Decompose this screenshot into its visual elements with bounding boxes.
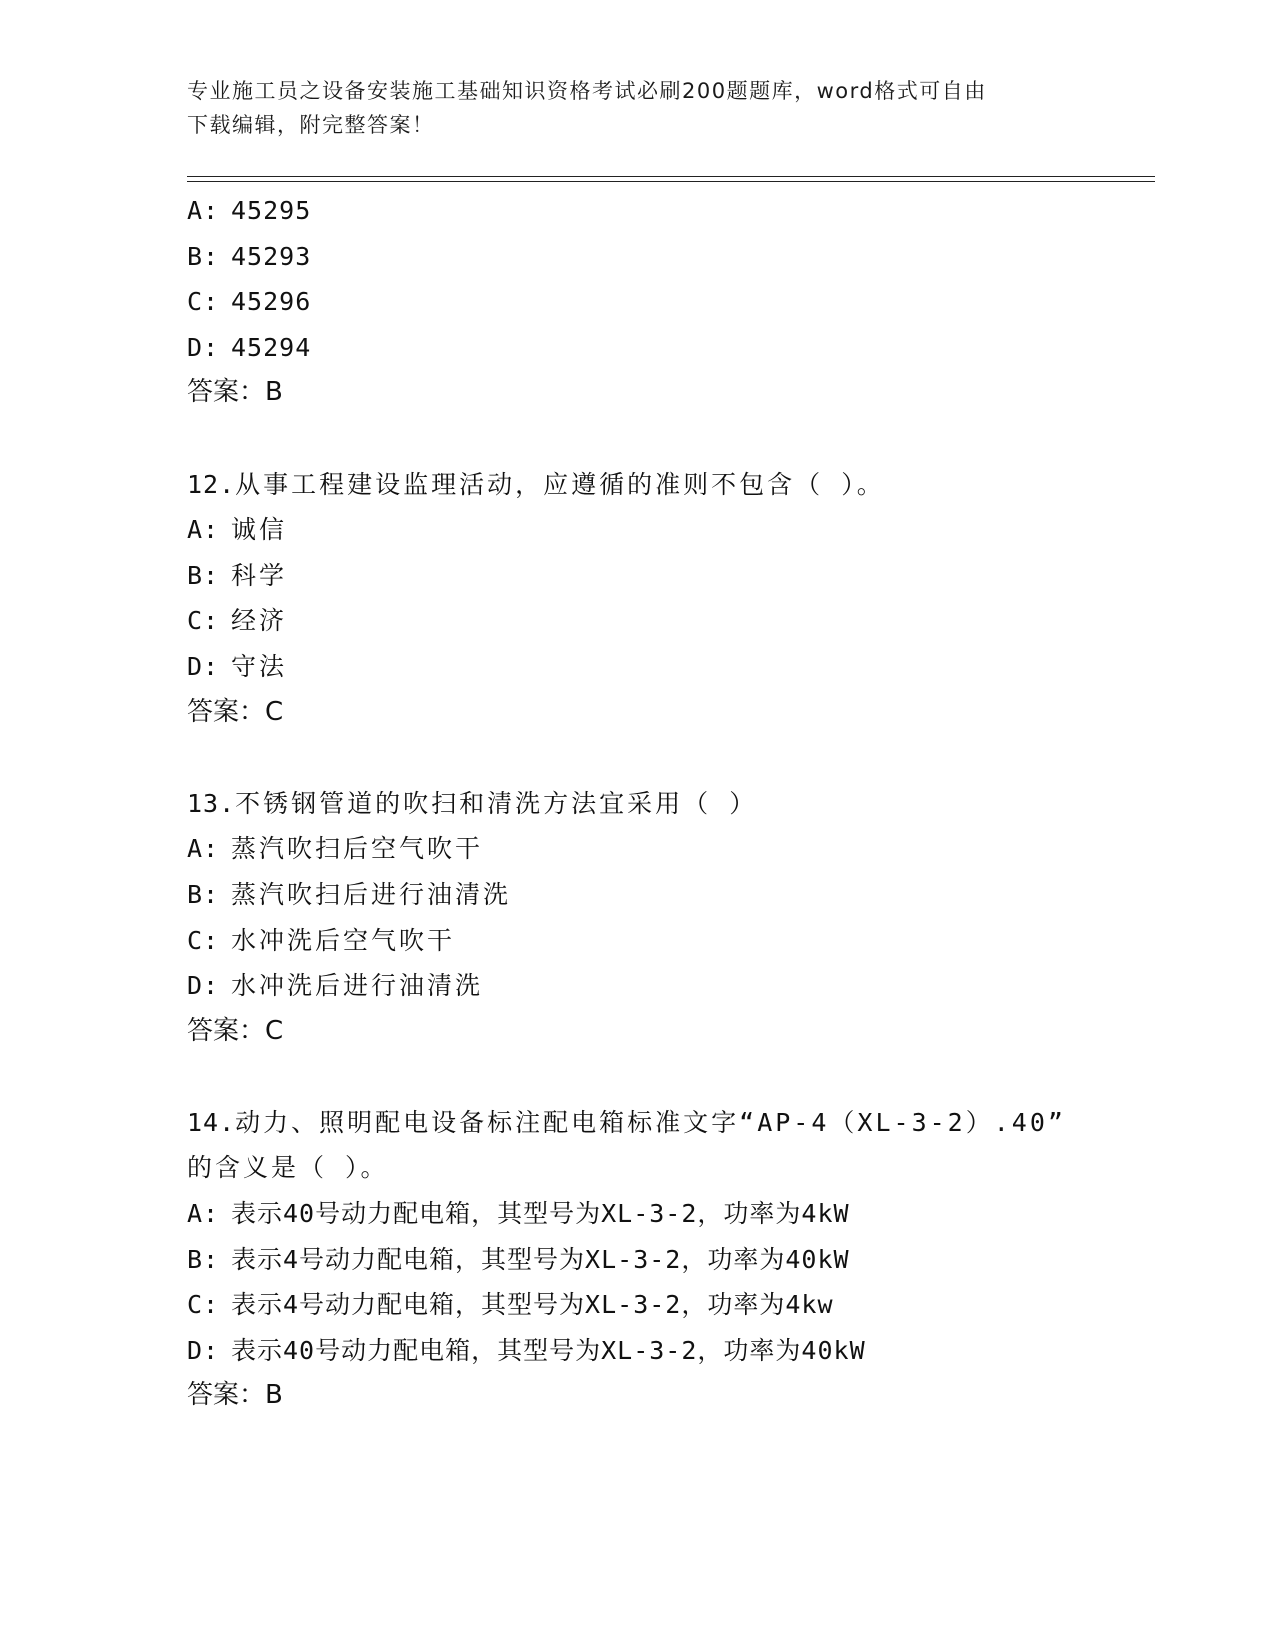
option-b xyxy=(187,234,1167,280)
option-c xyxy=(187,598,1167,644)
option-text: 45296 xyxy=(231,287,312,317)
option-label: B: xyxy=(187,241,220,271)
option-label: A: xyxy=(187,1199,220,1229)
option-label: D: xyxy=(187,332,220,362)
option-label: C: xyxy=(187,1290,220,1320)
option-text: 科学 xyxy=(231,560,288,590)
question-11 xyxy=(187,188,1167,416)
option-text: 表示4号动力配电箱，其型号为XL-3-2，功率为4kw xyxy=(231,1290,834,1320)
header-line-1: 专业施工员之设备安装施工基础知识资格考试必刷200题题库，word格式可自由 xyxy=(187,79,987,103)
option-c xyxy=(187,918,1167,964)
option-label: B: xyxy=(187,1244,220,1274)
question-stem xyxy=(187,1100,1167,1146)
option-label: D: xyxy=(187,651,220,681)
question-14 xyxy=(187,1100,1167,1419)
answer-prefix: 答案： xyxy=(187,1380,266,1411)
option-text: 表示40号动力配电箱，其型号为XL-3-2，功率为40kW xyxy=(231,1335,866,1365)
option-text: 表示40号动力配电箱，其型号为XL-3-2，功率为4kW xyxy=(231,1199,850,1229)
option-label: B: xyxy=(187,560,220,590)
spacer xyxy=(187,1054,1167,1100)
answer-prefix: 答案： xyxy=(187,696,266,727)
option-d xyxy=(187,1328,1167,1374)
answer-prefix: 答案： xyxy=(187,377,266,408)
question-13 xyxy=(187,781,1167,1055)
option-text: 守法 xyxy=(231,651,288,681)
option-label: C: xyxy=(187,287,220,317)
option-text: 蒸汽吹扫后进行油清洗 xyxy=(231,879,512,909)
question-stem xyxy=(187,781,1167,827)
question-number: 14. xyxy=(187,1107,236,1137)
question-text: 动力、照明配电设备标注配电箱标准文字“AP-4（XL-3-2）.40” xyxy=(235,1107,1066,1137)
question-number: 13. xyxy=(187,788,236,818)
option-a xyxy=(187,507,1167,553)
option-d xyxy=(187,644,1167,690)
option-text: 水冲洗后进行油清洗 xyxy=(231,971,484,1001)
question-list xyxy=(187,188,1167,1419)
option-label: B: xyxy=(187,879,220,909)
answer-prefix: 答案： xyxy=(187,1015,266,1046)
spacer xyxy=(187,416,1167,462)
question-text: 不锈钢管道的吹扫和清洗方法宜采用（ ） xyxy=(235,788,758,818)
option-text: 45295 xyxy=(231,196,312,225)
answer-value: B xyxy=(265,377,283,408)
answer-line xyxy=(187,1009,1167,1055)
header-divider-bottom xyxy=(187,181,1155,182)
option-b xyxy=(187,553,1167,599)
option-c xyxy=(187,1282,1167,1328)
option-label: C: xyxy=(187,925,220,955)
option-text: 经济 xyxy=(231,606,288,636)
option-label: D: xyxy=(187,1335,220,1365)
question-text: 的含义是（ ）。 xyxy=(187,1153,389,1183)
option-b xyxy=(187,872,1167,918)
answer-line xyxy=(187,370,1167,416)
option-d xyxy=(187,963,1167,1009)
answer-value: B xyxy=(265,1380,283,1411)
option-text: 蒸汽吹扫后空气吹干 xyxy=(231,834,484,864)
option-label: C: xyxy=(187,606,220,636)
option-label: A: xyxy=(187,834,220,864)
option-d xyxy=(187,325,1167,371)
option-b xyxy=(187,1237,1167,1283)
option-text: 诚信 xyxy=(231,515,288,545)
question-stem-continued xyxy=(187,1145,1167,1191)
question-stem xyxy=(187,462,1167,508)
header-line-2: 下载编辑，附完整答案！ xyxy=(187,113,435,137)
option-text: 表示4号动力配电箱，其型号为XL-3-2，功率为40kW xyxy=(231,1244,850,1274)
option-text: 45293 xyxy=(231,241,312,271)
option-a xyxy=(187,826,1167,872)
answer-line xyxy=(187,1373,1167,1419)
header-divider-top xyxy=(187,176,1155,177)
question-text: 从事工程建设监理活动，应遵循的准则不包含（ ）。 xyxy=(235,469,885,499)
question-number: 12. xyxy=(187,469,236,499)
option-label: A: xyxy=(187,515,220,545)
spacer xyxy=(187,735,1167,781)
option-label: A: xyxy=(187,196,220,225)
option-c xyxy=(187,279,1167,325)
option-text: 水冲洗后空气吹干 xyxy=(231,925,456,955)
answer-value: C xyxy=(265,696,284,727)
option-text: 45294 xyxy=(231,332,312,362)
answer-value: C xyxy=(265,1015,284,1046)
document-header xyxy=(187,74,1067,142)
answer-line xyxy=(187,690,1167,736)
question-12 xyxy=(187,462,1167,736)
option-a xyxy=(187,188,1167,234)
option-label: D: xyxy=(187,971,220,1001)
option-a xyxy=(187,1191,1167,1237)
